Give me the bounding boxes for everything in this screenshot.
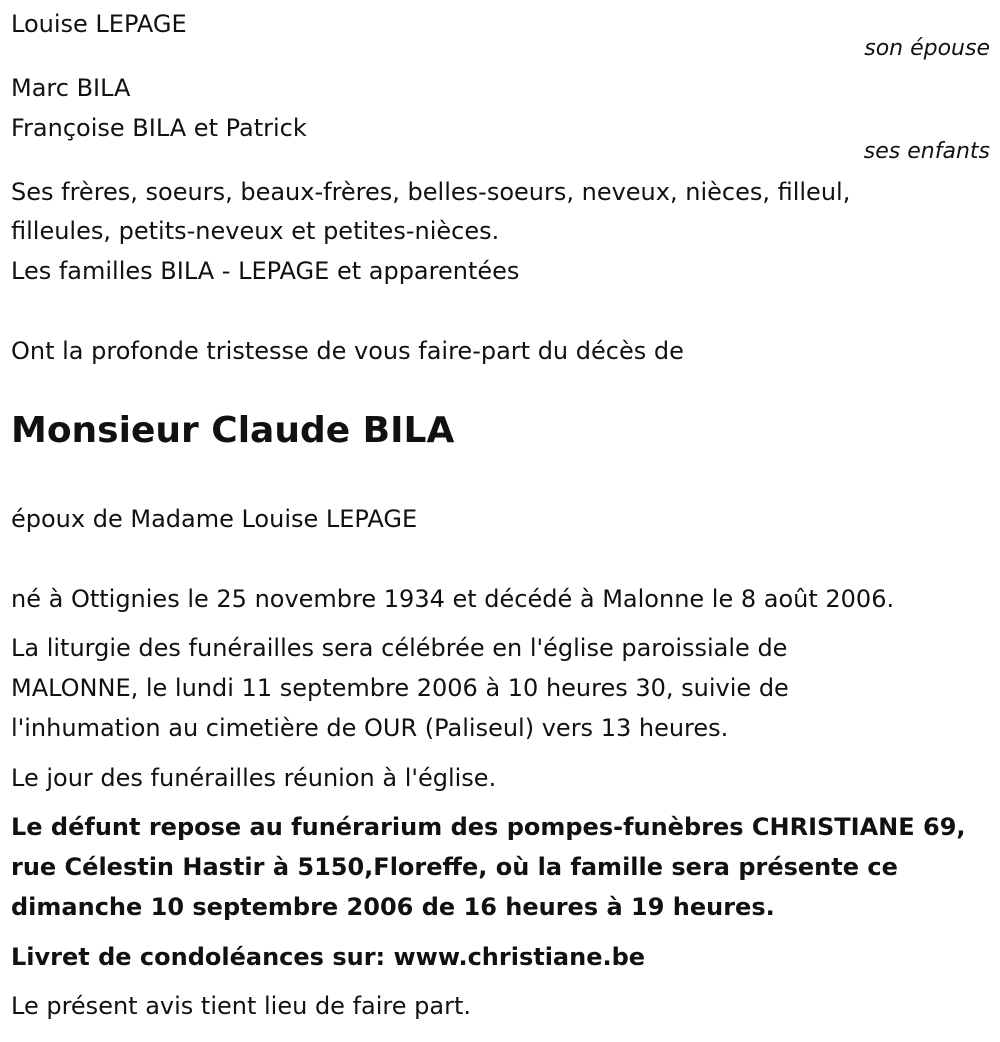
liturgy-line-1: La liturgie des funérailles sera célébrée en l'église paroissiale de (11, 634, 788, 662)
liturgy-line-3: l'inhumation au cimetière de OUR (Paliseul) vers 13 heures. (11, 714, 729, 742)
spouse-role-label: son épouse (864, 36, 990, 61)
closing-line: Le présent avis tient lieu de faire part. (11, 992, 471, 1020)
repose-line-2: rue Célestin Hastir à 5150,Floreffe, où la famille sera présente ce (11, 853, 898, 881)
condolences-line: Livret de condoléances sur: www.christiane.be (11, 943, 646, 971)
relatives-line-1: Ses frères, soeurs, beaux-frères, belles-soeurs, neveux, nièces, filleul, (11, 178, 851, 206)
relatives-line-2: filleules, petits-neveux et petites-nièces. (11, 217, 500, 245)
liturgy-line-2: MALONNE, le lundi 11 septembre 2006 à 10 heures 30, suivie de (11, 674, 789, 702)
child-name-1: Marc BILA (11, 74, 131, 102)
spouse-name: Louise LEPAGE (11, 10, 187, 38)
announcement-intro: Ont la profonde tristesse de vous faire-part du décès de (11, 337, 684, 365)
families-line: Les familles BILA - LEPAGE et apparentées (11, 257, 520, 285)
deceased-name: Monsieur Claude BILA (11, 410, 455, 451)
repose-line-1: Le défunt repose au funérarium des pompes-funèbres CHRISTIANE 69, (11, 813, 966, 841)
child-name-2: Françoise BILA et Patrick (11, 114, 307, 142)
birth-death-line: né à Ottignies le 25 novembre 1934 et décédé à Malonne le 8 août 2006. (11, 585, 895, 613)
reunion-line: Le jour des funérailles réunion à l'église. (11, 764, 497, 792)
children-role-label: ses enfants (863, 139, 990, 164)
repose-line-3: dimanche 10 septembre 2006 de 16 heures à 19 heures. (11, 893, 775, 921)
spouse-of-line: époux de Madame Louise LEPAGE (11, 505, 418, 533)
